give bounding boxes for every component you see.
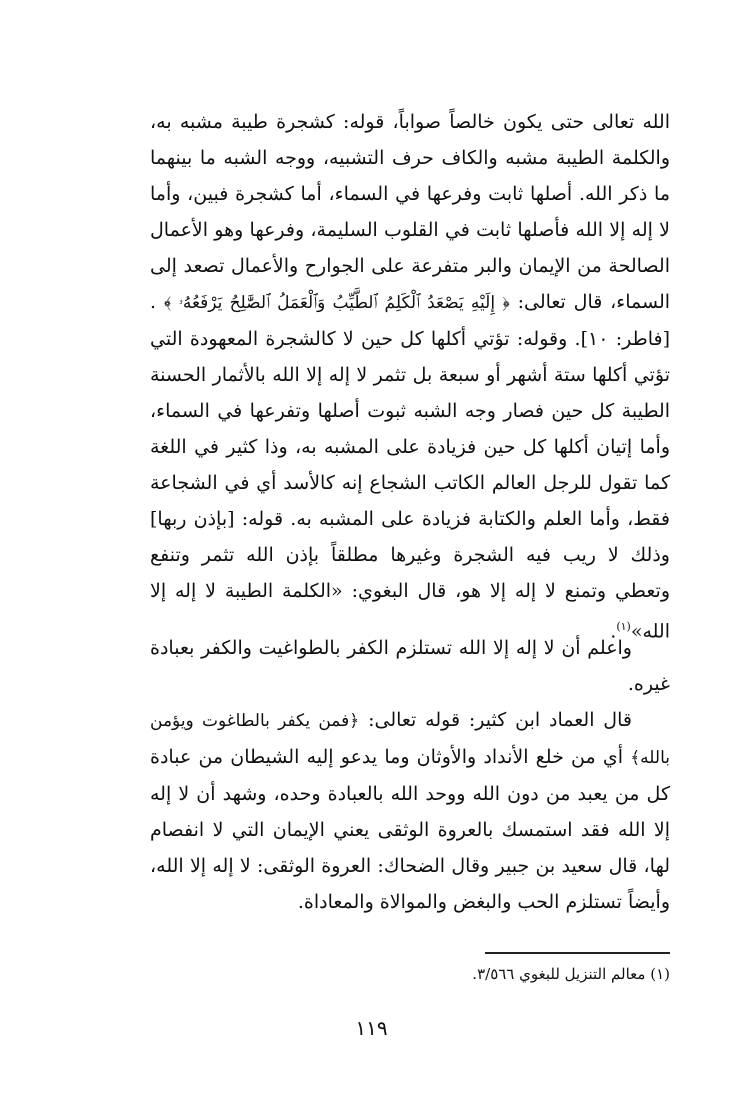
footnote: (١) معالم التنزيل للبغوي ٣/٥٦٦. [472, 965, 670, 983]
paragraph-3-rest: أي من خلع الأنداد والأوثان وما يدعو إليه الشيطان من عبادة كل من يعبد من دون الله ووحد الله بالعبادة وحده، وشهد أن لا إله إلا الله فقد استمسك بالعروة الوثقى يعني الإيمان التي لا انفصام لها، قال سعيد بن جبير وقال الضحاك: العروة الوثقى: لا إله إلا الله، وأيضاً تستلزم الحب والبغض والموالاة والمعاداة. [150, 746, 670, 913]
paragraph-1-end: . [610, 620, 617, 643]
paragraph-1 [150, 104, 670, 649]
footnote-divider [485, 952, 670, 954]
paragraph-2: واعلم أن لا إله إلا الله تستلزم الكفر بالطواغيت والكفر بعبادة غيره. [150, 637, 670, 695]
paragraph-1-lead: الله تعالى حتى يكون خالصاً صواباً، قوله: كشجرة طيبة مشبه به، والكلمة الطيبة مشبه والكاف حرف التشبيه، ووجه الشبه ما بينهما ما ذكر الله. أصلها ثابت وفرعها في السماء، أما كشجرة فبين، وأما لا إله إلا الله فأصلها ثابت في القلوب السليمة، وفرعها وهو الأعمال الصالحة من الإيمان والبر متفرعة على الجوارح والأعمال تصعد إلى السماء، قال تعالى: [150, 111, 671, 313]
paragraph-3-lead: قال العماد ابن كثير: قوله تعالى: [368, 709, 632, 731]
paragraph-3 [150, 702, 670, 920]
quran-verse-fatir: ﴿ إِلَيْهِ يَصْعَدُ ٱلْكَلِمُ ٱلطَّيِّبُ وَٱلْعَمَلُ ٱلصَّٰلِحُ يَرْفَعُهُۥ ﴾ [163, 293, 510, 313]
paragraph-1-rest: . [فاطر: ١٠]. وقوله: تؤتي أكلها كل حين لا كالشجرة المعهودة التي تؤتي أكلها ستة أشهر أو سبعة بل تثمر لا إله إلا الله بالأثمار الحسنة الطيبة كل حين فصار وجه الشبه ثبوت أصلها وتفرعها في السماء، وأما إتيان أكلها كل حين فزيادة على المشبه به، وذا كثير في اللغة كما تقول للرجل العالم الكاتب الشجاع إنه كالأسد أي في الشجاعة فقط، وأما العلم والكتابة فزيادة على المشبه به. قوله: [بإذن ربها] وذلك لا ريب فيه الشجرة وغيرها مطلقاً بإذن الله تثمر وتنفع وتعطي وتمنع لا إله إلا هو، قال البغوي: «الكلمة الطيبة لا إله إلا الله» [150, 291, 670, 643]
quran-verse-baqarah: ﴿فمن يكفر بالطاغوت ويؤمن بالله﴾ [150, 711, 671, 768]
footnote-reference[interactable]: (١) [616, 620, 631, 633]
page-number: ١١٩ [355, 1016, 388, 1040]
